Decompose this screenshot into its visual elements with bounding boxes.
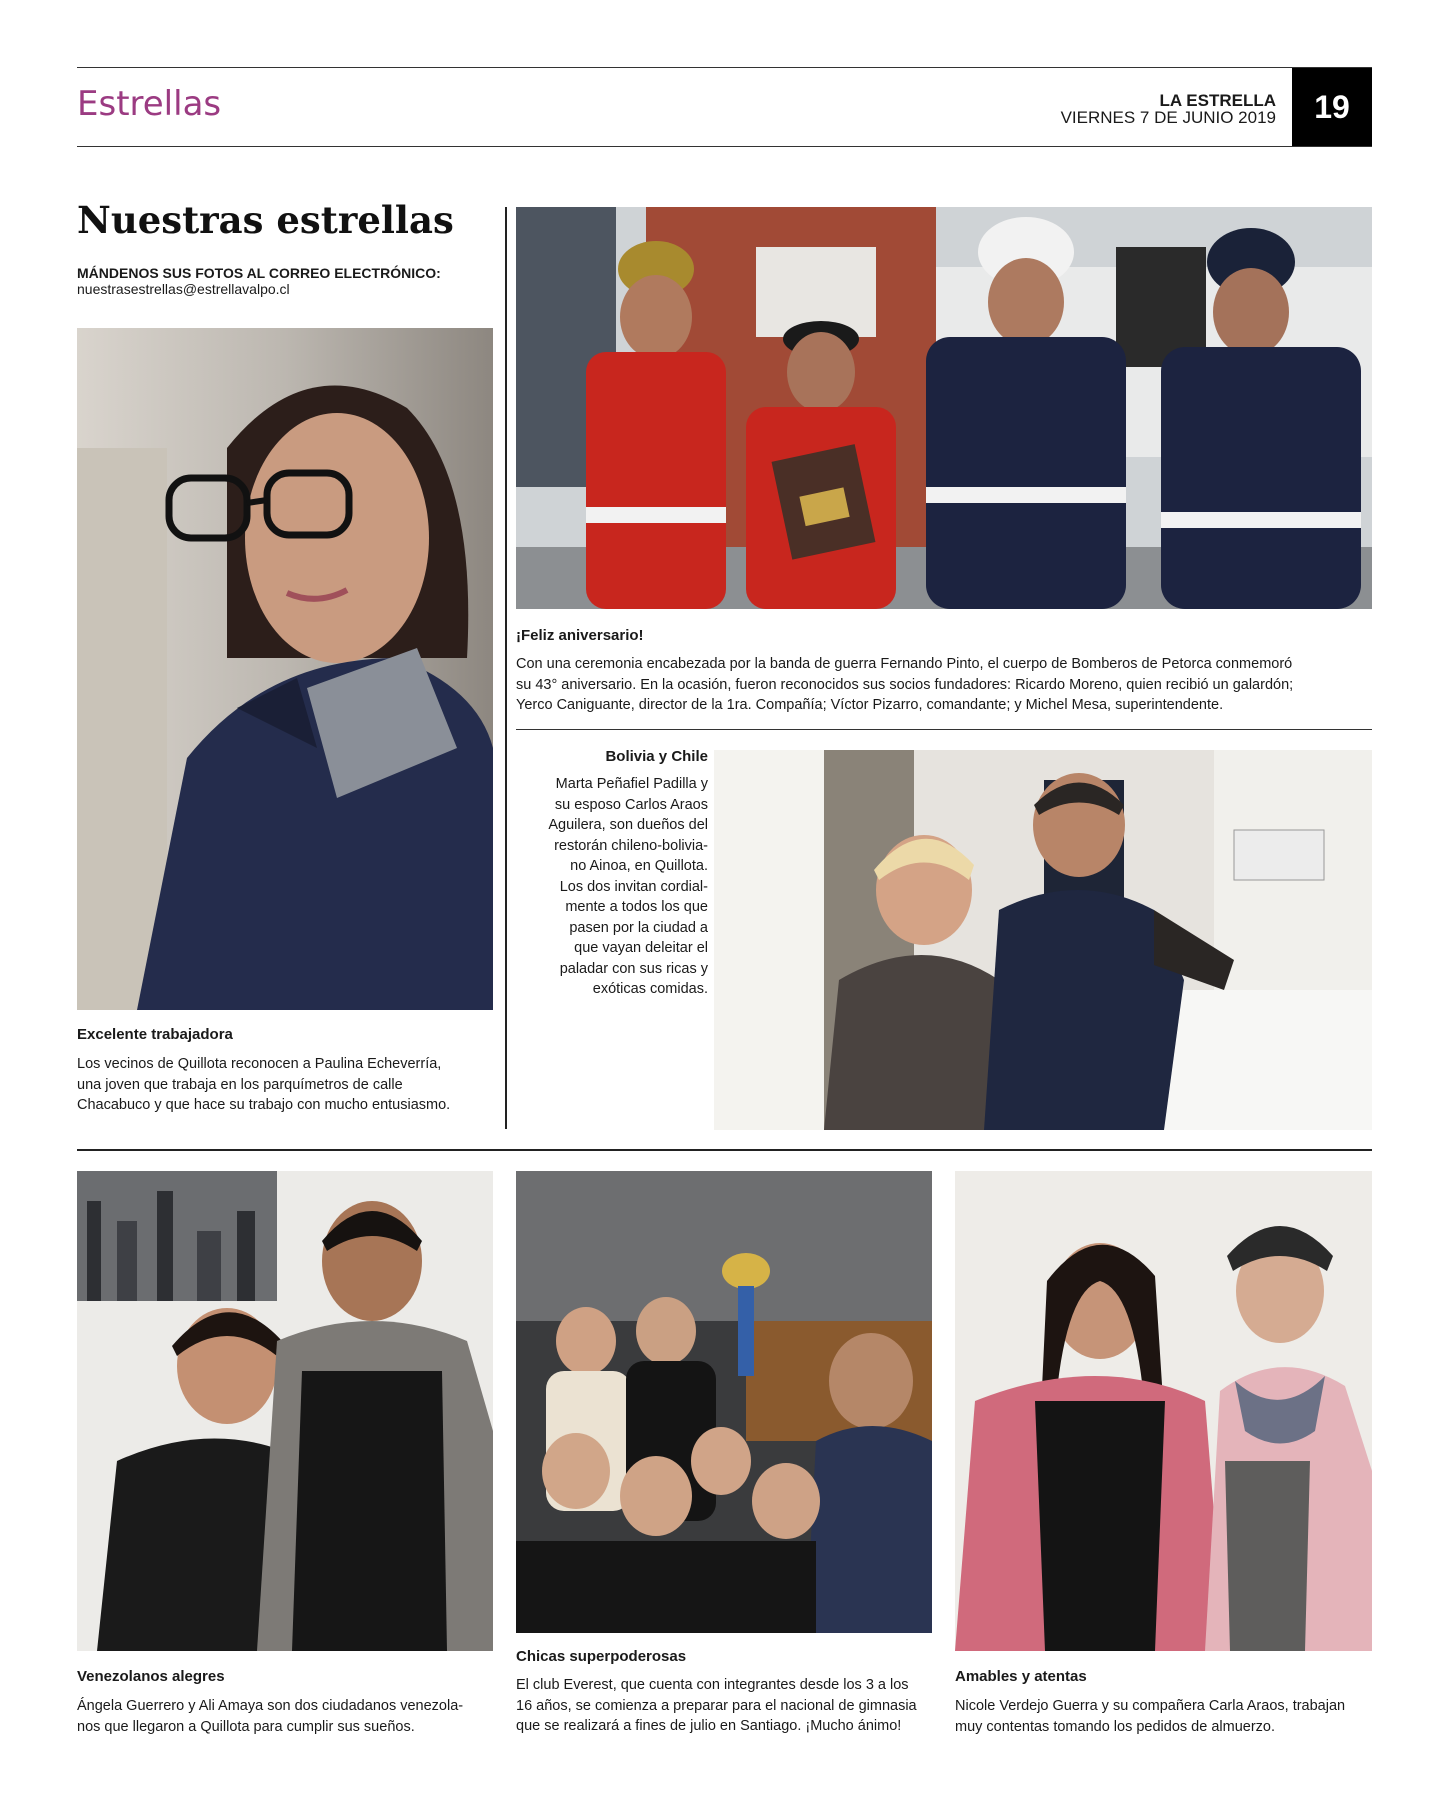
column-divider	[505, 207, 507, 1129]
caption-amables: Nicole Verdejo Guerra y su compañera Carla Araos, trabajan muy contentas tomando los pedidos de almuerzo.	[955, 1698, 1346, 1735]
photo-chicas	[516, 1171, 932, 1633]
publication-name: LA ESTRELLA	[1159, 91, 1276, 110]
caption-aniversario: Con una ceremonia encabezada por la banda de guerra Fernando Pinto, el cuerpo de Bomberos de Petorca conmemoró su 43° aniversario. En la ocasión, fueron reconocidos sus socios fundadores: Ricardo Moreno, quien recibió un galardón; Yerco Caniguante, director de la 1ra. Compañía; Víctor Pizarro, comandante; y Michel Mesa, superintendente.	[516, 656, 1294, 713]
caption-trabajadora: Los vecinos de Quillota reconocen a Paulina Echeverría, una joven que trabaja en los parquímetros de calle Chacabuco y que hace su trabajo con mucho entusiasmo.	[77, 1056, 451, 1113]
heading-bolivia: Bolivia y Chile	[605, 748, 708, 765]
photo-amables	[955, 1171, 1372, 1651]
send-photos-label: MÁNDENOS SUS FOTOS AL CORREO ELECTRÓNICO:	[77, 265, 441, 281]
heading-amables: Amables y atentas	[955, 1668, 1087, 1685]
page-number: 19	[1292, 68, 1372, 146]
contact-email[interactable]: nuestrasestrellas@estrellavalpo.cl	[77, 281, 290, 297]
section-title: Estrellas	[77, 84, 222, 124]
caption-chicas: El club Everest, que cuenta con integrantes desde los 3 a los 16 años, se comienza a preparar para el nacional de gimnasia que se realizará a fines de julio en Santiago. ¡Mucho ánimo!	[516, 1677, 917, 1734]
caption-venezolanos: Ángela Guerrero y Ali Amaya son dos ciudadanos venezola- nos que llegaron a Quillota para cumplir sus sueños.	[77, 1698, 464, 1735]
heading-chicas: Chicas superpoderosas	[516, 1648, 687, 1665]
photo-paulina	[77, 328, 493, 1010]
issue-date: VIERNES 7 DE JUNIO 2019	[1060, 108, 1276, 127]
photo-venezolanos	[77, 1171, 493, 1651]
photo-bolivia-chile	[714, 750, 1372, 1130]
heading-venezolanos: Venezolanos alegres	[77, 1668, 225, 1685]
story-divider	[516, 729, 1372, 730]
heading-aniversario: ¡Feliz aniversario!	[516, 627, 644, 644]
photo-bomberos	[516, 207, 1372, 609]
bottom-section-rule	[77, 1149, 1372, 1151]
top-rule	[77, 67, 1372, 68]
caption-bolivia: Marta Peñafiel Padilla y su esposo Carlos Araos Aguilera, son dueños del restorán chileno-bolivia- no Ainoa, en Quillota. Los dos invitan cordial- mente a todos los que pasen por la ciudad a que vayan deleitar el paladar con sus ricas y exóticas comidas.	[548, 776, 708, 997]
heading-trabajadora: Excelente trabajadora	[77, 1026, 233, 1043]
page-title: Nuestras estrellas	[77, 198, 454, 242]
header-bottom-rule	[77, 146, 1372, 147]
